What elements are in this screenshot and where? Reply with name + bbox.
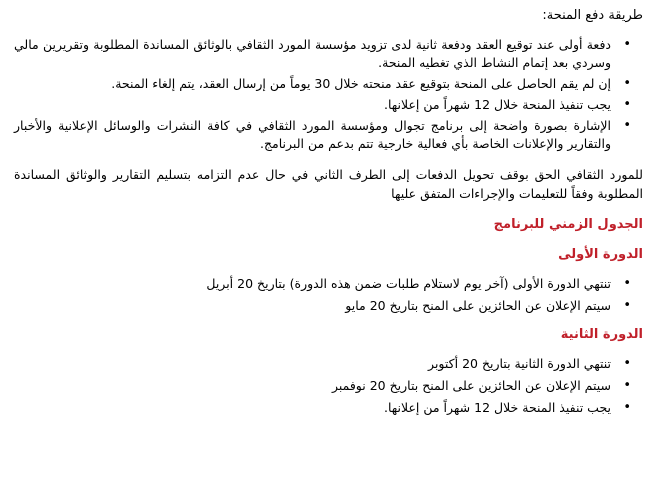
list-item-text: الإشارة بصورة واضحة إلى برنامج تجوال ومؤسسة المورد الثقافي في كافة النشرات والوسائل الإعلانية والأخبار والتقارير والإعلانات الخاصة بأي فعالية خارجية تتم بدعم من البرنامج. xyxy=(14,118,611,151)
round1-heading: الدورة الأولى xyxy=(558,247,643,262)
bullet-icon: • xyxy=(623,298,631,313)
bullet-icon: • xyxy=(623,356,631,371)
list-item-text: يجب تنفيذ المنحة خلال 12 شهراً من إعلانها. xyxy=(383,400,611,415)
round2-heading: الدورة الثانية xyxy=(560,327,643,342)
bullet-icon: • xyxy=(623,400,631,415)
payment-note: للمورد الثقافي الحق بوقف تحويل الدفعات إلى الطرف الثاني في حال عدم التزامه بتسليم التقارير والوثائق المساندة المطلوبة وفقاً للتعليمات والإجراءات المتفق عليها xyxy=(14,167,643,201)
bullet-icon: • xyxy=(623,37,631,52)
list-item-text: دفعة أولى عند توقيع العقد ودفعة ثانية لدى تزويد مؤسسة المورد الثقافي بالوثائق المساندة المطلوبة وتقريرين مالي وسردي بعد إتمام النشاط الذي تغطيه المنحة. xyxy=(14,37,611,70)
bullet-icon: • xyxy=(623,97,631,112)
list-item xyxy=(14,399,643,417)
list-item-text: يجب تنفيذ المنحة خلال 12 شهراً من إعلانها. xyxy=(383,97,611,112)
list-item xyxy=(14,96,643,114)
list-item-text: تنتهي الدورة الأولى (آخر يوم لاستلام طلبات ضمن هذه الدورة) بتاريخ 20 أبريل xyxy=(206,276,611,291)
list-item xyxy=(14,297,643,315)
list-item xyxy=(14,75,643,93)
list-item xyxy=(14,275,643,293)
list-item xyxy=(14,377,643,395)
list-item-text: سيتم الإعلان عن الحائزين على المنح بتاريخ 20 نوفمبر xyxy=(331,378,611,393)
round2-list xyxy=(14,355,643,417)
schedule-heading: الجدول الزمني للبرنامج xyxy=(493,217,643,232)
list-item xyxy=(14,36,643,72)
round1-list xyxy=(14,275,643,315)
payment-heading: طريقة دفع المنحة: xyxy=(542,8,643,23)
list-item-text: إن لم يقم الحاصل على المنحة بتوقيع عقد منحته خلال 30 يوماً من إرسال العقد، يتم إلغاء المنحة. xyxy=(111,76,611,91)
list-item xyxy=(14,355,643,373)
bullet-icon: • xyxy=(623,276,631,291)
list-item-text: سيتم الإعلان عن الحائزين على المنح بتاريخ 20 مايو xyxy=(345,298,611,313)
payment-list xyxy=(14,36,643,153)
list-item xyxy=(14,117,643,153)
bullet-icon: • xyxy=(623,118,631,133)
list-item-text: تنتهي الدورة الثانية بتاريخ 20 أكتوبر xyxy=(428,356,611,371)
bullet-icon: • xyxy=(623,76,631,91)
bullet-icon: • xyxy=(623,378,631,393)
